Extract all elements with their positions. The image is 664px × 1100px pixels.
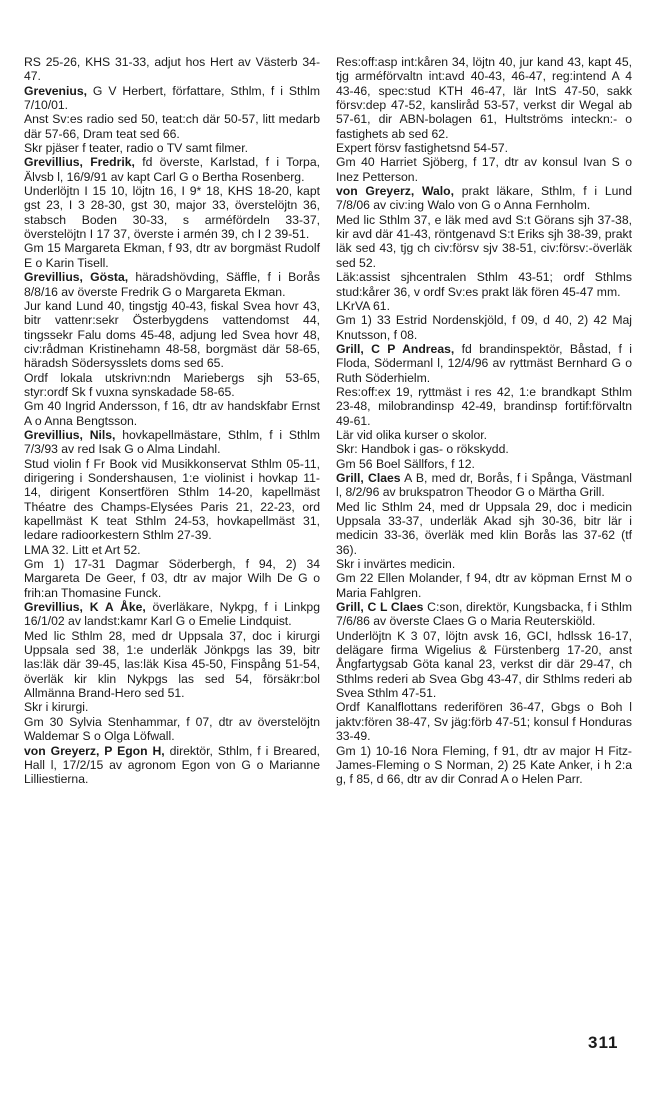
entry-paragraph — [336, 55, 632, 141]
entry-paragraph — [336, 744, 632, 787]
entry-text: Skr: Handbok i gas- o rökskydd. — [336, 442, 509, 457]
entry-paragraph — [24, 241, 320, 270]
entry-text: häradshövding, Säffle, f i Borås 8/8/16 av överste Fredrik G o Margareta Ekman. — [24, 270, 320, 299]
entry-paragraph — [336, 571, 632, 600]
entry-paragraph — [336, 270, 632, 299]
entry-text: Res:off:asp int:kåren 34, löjtn 40, jur kand 43, kapt 45, tjg arméförvaltn int:avd 40-43, 46-47, reg:intend A 4 43-46, spec:stud KTH 46-47, lär IntS 47-50, sakk försv:dep 47-52, kansliråd 53-57, verkst dir Wegal ab 57-61, dir ABN-bolagen 61, Hultströms inteckn:- o fastighets ab sed 62. — [336, 55, 632, 141]
entry-text: G V Herbert, författare, Sthlm, f i Sthlm 7/10/01. — [24, 83, 320, 113]
entry-paragraph — [336, 457, 632, 471]
entry-text: Underlöjtn I 15 10, löjtn 16, I 9* 18, KHS 18-20, kapt gst 23, I 3 28-30, gst 30, major 33, överstelöjtn 36, stabsch Boden 30-33, s arméfördeln 33-37, överstelöjtn I 17 37, överste i armén 39, ch I 2 39-51. — [24, 184, 320, 242]
entry-paragraph — [24, 55, 320, 84]
entry-text: LMA 32. Litt et Art 52. — [24, 542, 141, 557]
entry-text: Gm 15 Margareta Ekman, f 93, dtr av borgmäst Rudolf E o Karin Tisell. — [24, 241, 320, 270]
entry-text: Stud violin f Fr Book vid Musikkonservat Sthlm 05-11, dirigering i Sondershausen, 1:e violinist i hovkap 11-14, dirigent Konsertfören Sthlm 14-20, kapellmäst Théatre des Champs-Elysées Paris 21, 22-23, ord kapellmäst K teat Sthlm 24-53, hovkapellmäst 31, ledare radioorkestern Sthlm 27-39. — [24, 456, 320, 543]
entry-paragraph — [336, 557, 632, 571]
entry-text: Gm 1) 10-16 Nora Fleming, f 91, dtr av major H Fitz-James-Fleming o S Norman, 2) 25 Kate Anker, i h 2:a g, f 85, d 66, dtr av dir Conrad A o Helen Parr. — [336, 743, 632, 787]
entry-text: Jur kand Lund 40, tingstjg 40-43, fiskal Svea hovr 43, bitr vattenr:sekr Österbygdens vattendomst 44, tingssekr Falu doms 45-48, adjung led Svea hovr 48, civ:rådman Kristinehamn 48-58, borgmäst där 58-65, häradsh Södersysslets doms sed 65. — [24, 298, 320, 371]
entry-text: C:son, direktör, Kungsbacka, f i Sthlm 7/6/86 av överste Claes G o Maria Reuterskiöld. — [336, 600, 632, 629]
entry-text: Lär vid olika kurser o skolor. — [336, 427, 488, 442]
page-number: 311 — [588, 1033, 619, 1052]
entry-text: direktör, Sthlm, f i Breared, Hall l, 17/2/15 av agronom Egon von G o Marianne Lilliestierna. — [24, 743, 320, 787]
entry-name: Grevillius, Gösta, — [24, 270, 129, 285]
entry-paragraph — [336, 442, 632, 456]
entry-text: Skr pjäser f teater, radio o TV samt filmer. — [24, 141, 248, 156]
entry-text: Skr i invärtes medicin. — [336, 557, 456, 572]
entry-name: Grill, C P Andreas, — [336, 341, 455, 356]
entry-name: Grevillius, Nils, — [24, 427, 116, 442]
entry-name: Grevillius, K A Åke, — [24, 600, 146, 615]
entry-text: Res:off:ex 19, ryttmäst i res 42, 1:e brandkapt Sthlm 23-48, milobrandinsp 42-49, brandinsp fortif:förvaltn 49-61. — [336, 384, 632, 428]
entry-heading-paragraph — [24, 270, 320, 299]
right-column — [336, 55, 632, 787]
entry-text: Gm 40 Ingrid Andersson, f 16, dtr av handskfabr Ernst A o Anna Bengtsson. — [24, 399, 320, 428]
entry-paragraph — [336, 428, 632, 442]
entry-heading-paragraph — [336, 471, 632, 500]
entry-paragraph — [336, 385, 632, 428]
entry-text: Med lic Sthlm 37, e läk med avd S:t Görans sjh 37-38, kir avd där 41-43, röntgenavd S:t Eriks sjh 38-39, prakt läk sed 43, tjg ch civ:försv sjv 38-51, civ:försv:-överläk sed 52. — [336, 212, 632, 270]
entry-name: Grill, Claes — [336, 470, 401, 485]
entry-heading-paragraph — [24, 155, 320, 184]
entry-heading-paragraph — [336, 600, 632, 629]
entry-text: prakt läkare, Sthlm, f i Lund 7/8/06 av civ:ing Walo von G o Anna Fernholm. — [336, 184, 632, 213]
entry-text: Expert försv fastighetsnd 54-57. — [336, 141, 509, 156]
entry-heading-paragraph — [24, 84, 320, 113]
entry-paragraph — [24, 399, 320, 428]
entry-heading-paragraph — [24, 428, 320, 457]
entry-paragraph — [24, 629, 320, 701]
entry-text: fd överste, Karlstad, f i Torpa, Älvsb l, 16/9/91 av kapt Carl G o Bertha Rosenberg. — [24, 155, 320, 184]
entry-name: von Greyerz, P Egon H, — [24, 743, 165, 758]
entry-paragraph — [24, 457, 320, 543]
entry-name: Grevenius, — [24, 83, 87, 98]
entry-text: Gm 1) 33 Estrid Nordenskjöld, f 09, d 40, 2) 42 Maj Knutsson, f 08. — [336, 313, 632, 342]
entry-text: LKrVA 61. — [336, 298, 390, 313]
entry-text: Anst Sv:es radio sed 50, teat:ch där 50-57, litt medarb där 57-66, Dram teat sed 66. — [24, 112, 320, 141]
entry-paragraph — [336, 155, 632, 184]
entry-paragraph — [24, 715, 320, 744]
entry-heading-paragraph — [336, 184, 632, 213]
entry-text: RS 25-26, KHS 31-33, adjut hos Hert av Västerb 34-47. — [24, 55, 320, 84]
entry-text: Med lic Sthlm 28, med dr Uppsala 37, doc i kirurgi Uppsala sed 38, 1:e underläk Jönkpgs las 39, bitr las:läk där 39-45, las:läk Kisa 45-50, Finspång 51-54, överläk kir klin Nykpgs las sed 54, försäkr:bol Allmänna Brand-Hero sed 51. — [24, 628, 320, 701]
entry-paragraph — [336, 500, 632, 557]
entry-heading-paragraph — [24, 744, 320, 787]
entry-text: Med lic Sthlm 24, med dr Uppsala 29, doc i medicin Uppsala 33-37, underläk Akad sjh 30-36, bitr lär i medicin 33-36, överläk med klin Borås las 37-62 (tf 36). — [336, 499, 632, 557]
entry-paragraph — [24, 299, 320, 371]
entry-name: Grill, C L Claes — [336, 600, 424, 615]
entry-text: överläkare, Nykpg, f i Linkpg 16/1/02 av landst:kamr Karl G o Emelie Lindquist. — [24, 600, 320, 629]
entry-text: Ordf lokala utskrivn:ndn Mariebergs sjh 53-65, styr:ordf Sk f vuxna synskadade 58-65. — [24, 370, 320, 399]
entry-paragraph — [24, 371, 320, 400]
entry-text: Läk:assist sjhcentralen Sthlm 43-51; ordf Sthlms stud:kårer 36, v ordf Sv:es prakt läk fören 45-47 mm. — [336, 270, 632, 299]
entry-paragraph — [336, 141, 632, 155]
entry-text: A B, med dr, Borås, f i Spånga, Västmanl l, 8/2/96 av brukspatron Theodor G o Märtha Grill. — [336, 470, 632, 500]
entry-text: fd brandinspektör, Båstad, f i Floda, Södermanl l, 12/4/96 av ryttmäst Bernhard G o Ruth Söderhielm. — [336, 341, 632, 385]
entry-text: Gm 30 Sylvia Stenhammar, f 07, dtr av överstelöjtn Waldemar S o Olga Löfwall. — [24, 714, 320, 744]
entry-text: hovkapellmästare, Sthlm, f i Sthlm 7/3/93 av red Isak G o Alma Lindahl. — [24, 427, 321, 457]
entry-name: Grevillius, Fredrik, — [24, 155, 135, 170]
entry-heading-paragraph — [336, 342, 632, 385]
entry-paragraph — [336, 700, 632, 743]
entry-paragraph — [24, 700, 320, 714]
entry-paragraph — [336, 629, 632, 701]
entry-text: Gm 1) 17-31 Dagmar Söderbergh, f 94, 2) 34 Margareta De Geer, f 03, dtr av major Wilh De G o frih:an Thomasine Funck. — [24, 557, 320, 600]
left-column — [24, 55, 320, 787]
entry-text: Ordf Kanalflottans rederiföreп 36-47, Gbgs o Boh l jaktv:fören 38-47, Sv jäg:förb 47-51; konsul f Honduras 33-49. — [336, 700, 632, 744]
entry-text: Underlöjtn K 3 07, löjtn avsk 16, GCI, hdlssk 16-17, delägare firma Wigelius & Fürstenberg 17-20, anst Ångfartygsab Göta kanal 23, verkst dir där 29-47, ch Sthlms rederi ab Svea Gbg 43-47, dir Sthlms rederi ab Svea Sthlm 47-51. — [336, 628, 632, 701]
entry-paragraph — [336, 213, 632, 270]
entry-text: Gm 22 Ellen Molander, f 94, dtr av köpman Ernst M o Maria Fahlgren. — [336, 571, 632, 600]
entry-paragraph — [24, 543, 320, 557]
entry-paragraph — [336, 299, 632, 313]
entry-text: Gm 40 Harriet Sjöberg, f 17, dtr av konsul Ivan S o Inez Petterson. — [336, 155, 632, 184]
entry-paragraph — [24, 112, 320, 141]
entry-name: von Greyerz, Walo, — [336, 184, 455, 199]
entry-paragraph — [24, 557, 320, 600]
entry-text: Gm 56 Boel Sällfors, f 12. — [336, 456, 475, 471]
entry-paragraph — [336, 313, 632, 342]
entry-heading-paragraph — [24, 600, 320, 629]
entry-paragraph — [24, 141, 320, 155]
entry-text: Skr i kirurgi. — [24, 700, 89, 715]
entry-paragraph — [24, 184, 320, 241]
